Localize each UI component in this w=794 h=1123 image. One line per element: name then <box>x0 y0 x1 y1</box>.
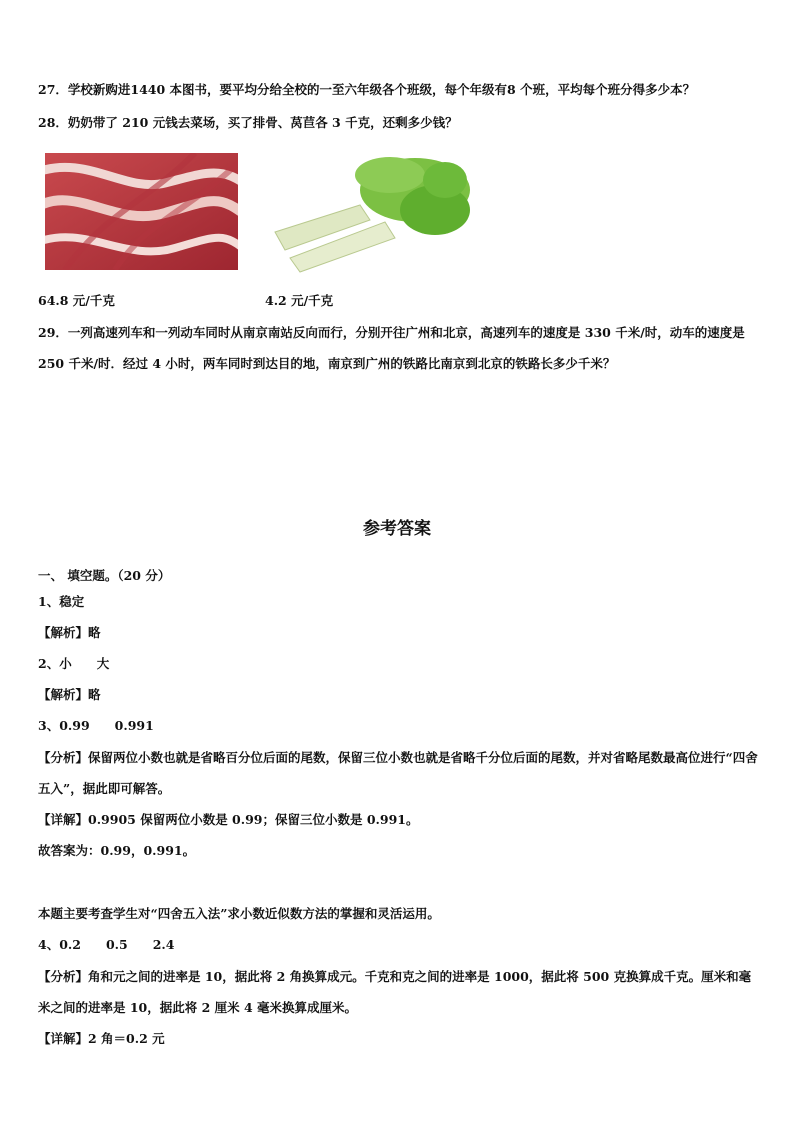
answer-3: 3、0.99 0.991 <box>38 718 154 733</box>
answer-1: 1、稳定 <box>38 594 85 609</box>
answer-4-analysis: 【分析】角和元之间的进率是 10，据此将 2 角换算成元。千克和克之间的进率是 1000，据此将 500 克换算成千克。厘米和毫米之间的进率是 10，据此将 2 厘米 4 毫米换算成厘米。 <box>38 969 752 1015</box>
question-29: 29．一列高速列车和一列动车同时从南京南站反向而行，分别开往广州和北京，高速列车的速度是 330 千米/时，动车的速度是 250 千米/时．经过 4 小时，两车同时到达目的地，南京到广州的铁路比南京到北京的铁路长多少千米？ <box>38 325 745 371</box>
answer-title: 参考答案 <box>363 519 431 539</box>
answer-1-analysis: 【解析】略 <box>38 625 101 640</box>
pork-ribs-image <box>45 153 238 270</box>
answer-4: 4、0.2 0.5 2.4 <box>38 937 175 952</box>
lettuce-price: 4.2 元/千克 <box>265 293 334 308</box>
celtuce-image <box>265 150 470 275</box>
question-27: 27．学校新购进1440 本图书，要平均分给全校的一至六年级各个班级，每个年级有8 个班，平均每个班分得多少本？ <box>38 82 696 97</box>
ribs-price: 64.8 元/千克 <box>38 293 115 308</box>
answer-3-analysis: 【分析】保留两位小数也就是省略百分位后面的尾数，保留三位小数也就是省略千分位后面的尾数，并对省略尾数最高位进行“四舍五入”，据此即可解答。 <box>38 750 758 796</box>
answer-2: 2、小 大 <box>38 656 110 671</box>
answer-3-detail: 【详解】0.9905 保留两位小数是 0.99；保留三位小数是 0.991。 <box>38 812 419 827</box>
question-28: 28．奶奶带了 210 元钱去菜场，买了排骨、莴苣各 3 千克，还剩多少钱？ <box>38 115 458 130</box>
answer-3-note: 本题主要考查学生对“四舍五入法”求小数近似数方法的掌握和灵活运用。 <box>38 906 440 921</box>
answer-3-result: 故答案为：0.99，0.991。 <box>38 843 196 858</box>
section-1-heading: 一、 填空题。（20 分） <box>38 568 171 583</box>
answer-4-detail: 【详解】2 角＝0.2 元 <box>38 1031 165 1046</box>
answer-2-analysis: 【解析】略 <box>38 687 101 702</box>
